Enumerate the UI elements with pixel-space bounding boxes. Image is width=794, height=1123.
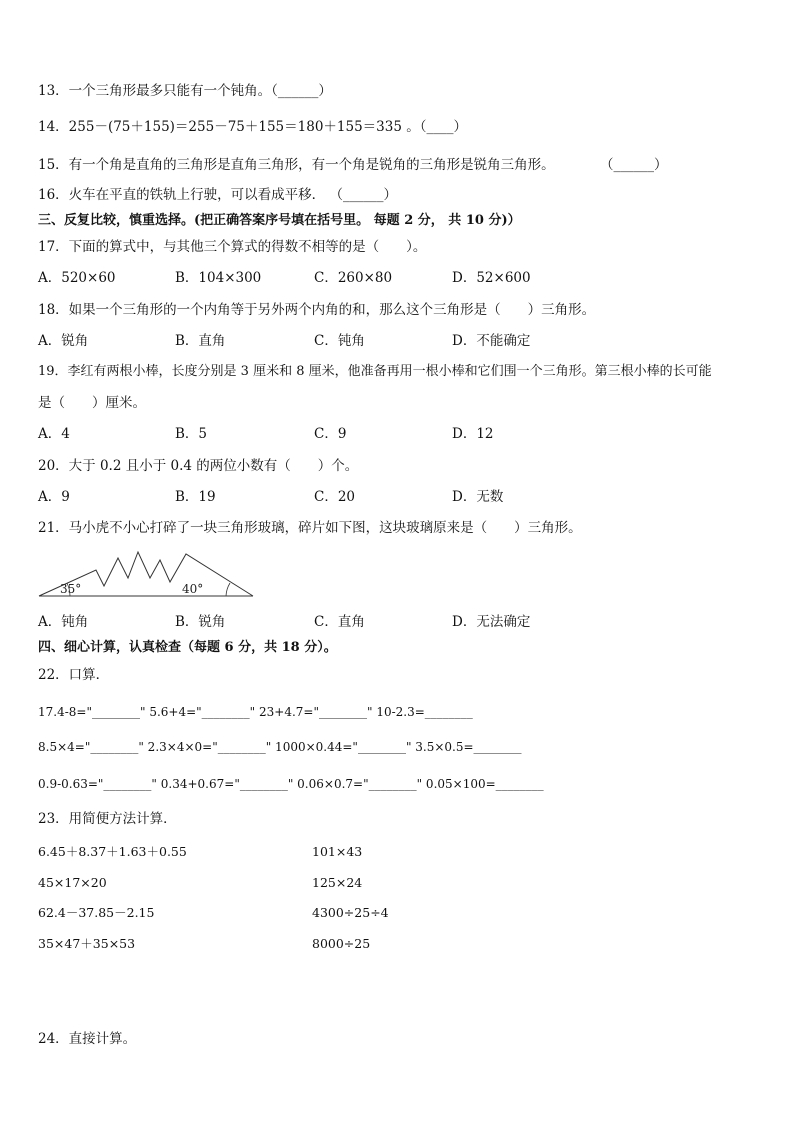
question-14: 14．255－(75＋155)＝255－75＋155＝180＋155＝335 。（____） bbox=[38, 119, 467, 135]
angle-label-left: 35° bbox=[60, 582, 82, 596]
q23-right-2: 125×24 bbox=[312, 875, 363, 890]
q22-row-1: 17.4-8="________" 5.6+4="________" 23+4.7="________" 10-2.3=________ bbox=[38, 705, 473, 719]
question-16: 16．火车在平直的铁轨上行驶，可以看成平移． （______） bbox=[38, 187, 397, 203]
q23-left-1: 6.45＋8.37＋1.63＋0.55 bbox=[38, 844, 187, 859]
q23-right-1: 101×43 bbox=[312, 844, 363, 859]
q23-right-3: 4300÷25÷4 bbox=[312, 905, 389, 920]
q17-option-d: D．52×600 bbox=[452, 270, 531, 286]
section-4-heading: 四、细心计算，认真检查（每题 6 分，共 18 分）。 bbox=[38, 640, 337, 655]
question-19: 19．李红有两根小棒，长度分别是 3 厘米和 8 厘米，他准备再用一根小棒和它们围一个三角形。第三根小棒的长可能 bbox=[38, 364, 712, 379]
question-17: 17．下面的算式中，与其他三个算式的得数不相等的是（ ）。 bbox=[38, 239, 427, 255]
q17-option-c: C．260×80 bbox=[314, 270, 393, 286]
q21-option-d: D．无法确定 bbox=[452, 614, 531, 630]
section-3-heading: 三、反复比较，慎重选择。(把正确答案序号填在括号里。 每题 2 分， 共 10 分)） bbox=[38, 213, 521, 228]
question-24: 24．直接计算。 bbox=[38, 1031, 137, 1047]
question-15-answer-blank: （______） bbox=[600, 157, 668, 173]
question-22: 22．口算． bbox=[38, 667, 110, 683]
q23-left-2: 45×17×20 bbox=[38, 875, 107, 890]
q23-left-3: 62.4－37.85－2.15 bbox=[38, 905, 155, 920]
q20-option-b: B．19 bbox=[175, 489, 216, 505]
q17-option-a: A．520×60 bbox=[38, 270, 116, 286]
q22-row-2: 8.5×4="________" 2.3×4×0="________" 1000×0.44="________" 3.5×0.5=________ bbox=[38, 740, 522, 754]
q20-option-a: A．9 bbox=[38, 489, 70, 505]
broken-triangle-figure bbox=[38, 548, 254, 600]
q19-option-a: A．4 bbox=[38, 426, 70, 442]
q18-option-d: D．不能确定 bbox=[452, 333, 531, 349]
q19-option-c: C．9 bbox=[314, 426, 347, 442]
q17-option-b: B．104×300 bbox=[175, 270, 262, 286]
question-21: 21．马小虎不小心打碎了一块三角形玻璃，碎片如下图，这块玻璃原来是（ ）三角形。 bbox=[38, 520, 582, 536]
q18-option-b: B．直角 bbox=[175, 333, 226, 349]
q18-option-c: C．钝角 bbox=[314, 333, 365, 349]
q21-option-b: B．锐角 bbox=[175, 614, 226, 630]
question-19-continued: 是（ ）厘米。 bbox=[38, 395, 146, 411]
question-20: 20．大于 0.2 且小于 0.4 的两位小数有（ ）个。 bbox=[38, 458, 359, 474]
question-23: 23．用简便方法计算． bbox=[38, 811, 177, 827]
q19-option-d: D．12 bbox=[452, 426, 494, 442]
question-15: 15．有一个角是直角的三角形是直角三角形，有一个角是锐角的三角形是锐角三角形。 bbox=[38, 157, 555, 173]
question-13: 13．一个三角形最多只能有一个钝角。（______） bbox=[38, 83, 332, 99]
q23-left-4: 35×47＋35×53 bbox=[38, 936, 136, 951]
q18-option-a: A．锐角 bbox=[38, 333, 89, 349]
q21-option-a: A．钝角 bbox=[38, 614, 89, 630]
q20-option-d: D．无数 bbox=[452, 489, 504, 505]
question-18: 18．如果一个三角形的一个内角等于另外两个内角的和，那么这个三角形是（ ）三角形。 bbox=[38, 302, 596, 318]
q20-option-c: C．20 bbox=[314, 489, 356, 505]
q21-option-c: C．直角 bbox=[314, 614, 365, 630]
q19-option-b: B．5 bbox=[175, 426, 208, 442]
angle-label-right: 40° bbox=[182, 582, 204, 596]
q23-right-4: 8000÷25 bbox=[312, 936, 371, 951]
q22-row-3: 0.9-0.63="________" 0.34+0.67="________" 0.06×0.7="________" 0.05×100=________ bbox=[38, 777, 544, 791]
angle-arc-right bbox=[226, 583, 230, 596]
